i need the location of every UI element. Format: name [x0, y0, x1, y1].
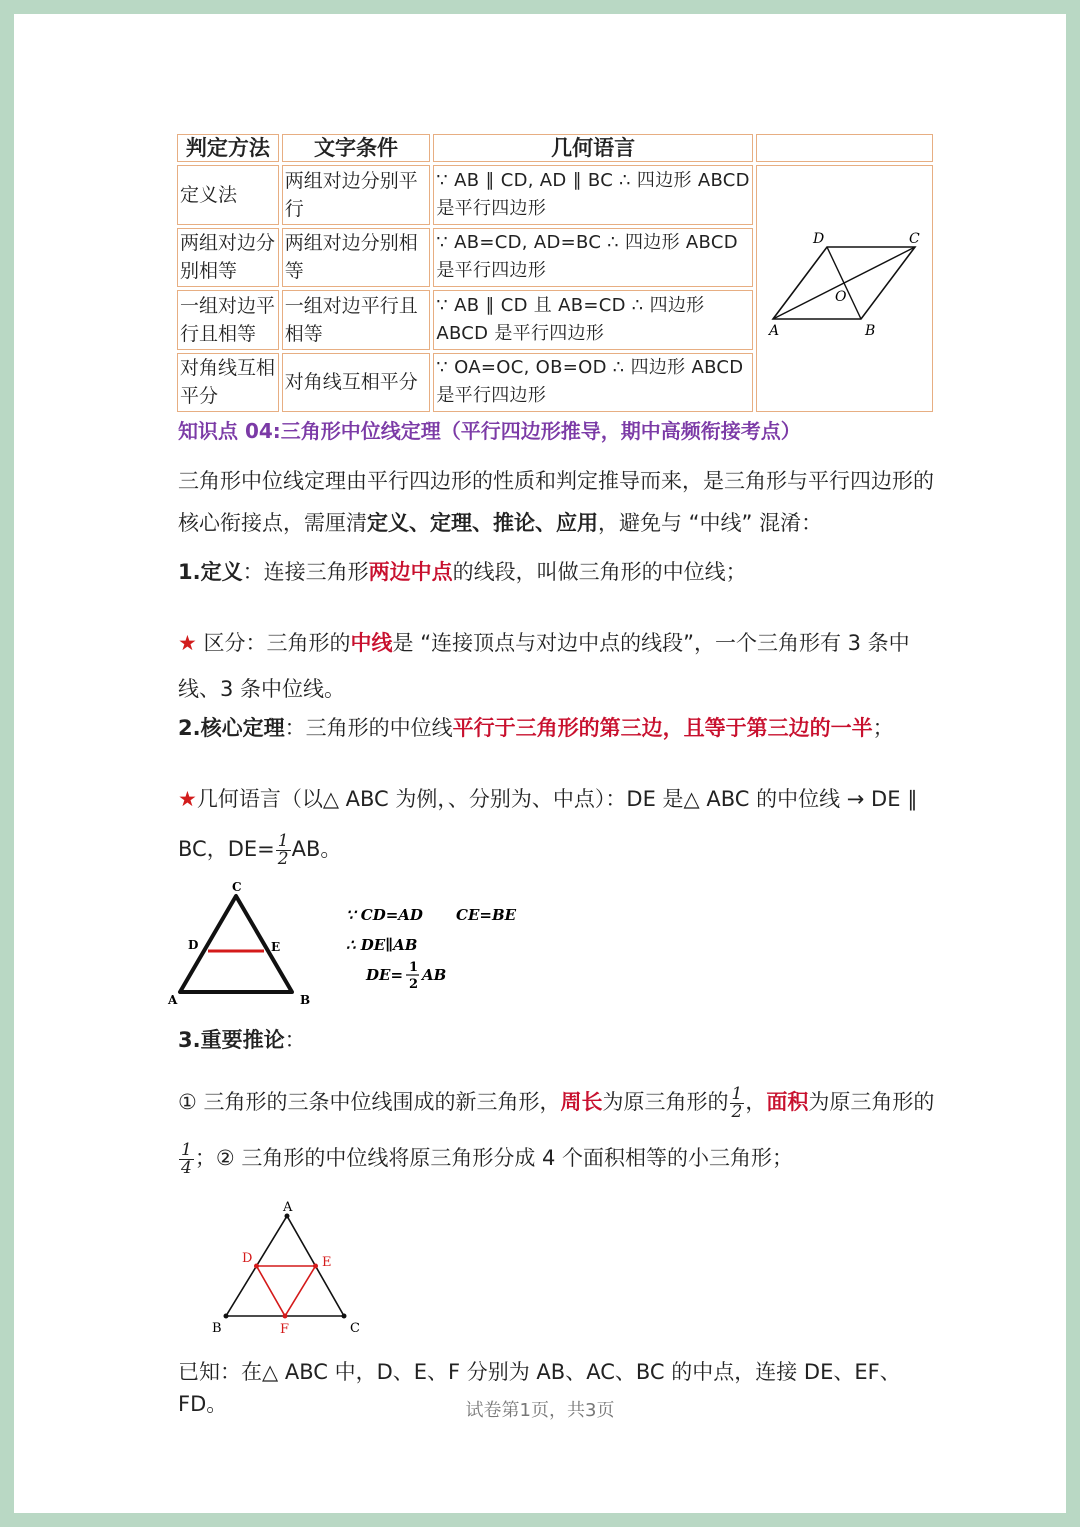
corollary-paragraph	[178, 1074, 938, 1186]
geometric-language-tail: AB。	[291, 837, 342, 861]
distinguish-paragraph	[178, 620, 938, 712]
star-icon: ★	[178, 631, 197, 655]
label-f: F	[280, 1322, 290, 1337]
diagonal-bd	[827, 247, 861, 319]
cell-condition: 两组对边分别相等	[282, 228, 431, 288]
header-condition: 文字条件	[282, 134, 431, 162]
cell-method: 一组对边平行且相等	[177, 290, 279, 350]
cell-condition: 对角线互相平分	[282, 353, 431, 413]
label-d: D	[188, 938, 199, 952]
label-c: C	[350, 1321, 360, 1336]
medial-triangle-figure	[204, 1186, 384, 1336]
distinguish-highlight: 中线	[350, 631, 393, 655]
theorem-label: 2.核心定理	[178, 716, 285, 740]
corollary-pre: ① 三角形的三条中位线围成的新三角形，	[178, 1090, 561, 1114]
label-b: B	[300, 993, 311, 1007]
label-c: C	[908, 230, 920, 247]
definition-post: 的线段，叫做三角形的中位线；	[452, 560, 747, 584]
point-c	[342, 1314, 347, 1319]
corollary-comma: ，	[745, 1090, 767, 1114]
page-footer: 试卷第1页，共3页	[465, 1400, 615, 1421]
distinguish-pre: 区分：三角形的	[196, 631, 351, 655]
area-highlight: 面积	[766, 1090, 809, 1114]
theorem-post: ；	[872, 716, 894, 740]
cell-geometry: ∵ AB=CD, AD=BC ∴ 四边形 ABCD 是平行四边形	[433, 228, 753, 288]
header-method: 判定方法	[177, 134, 279, 162]
corollary-post: ；② 三角形的中位线将原三角形分成 4 个面积相等的小三角形；	[194, 1146, 794, 1170]
geometric-language-paragraph	[178, 774, 938, 874]
label-a: A	[283, 1200, 293, 1215]
star-icon: ★	[178, 787, 197, 811]
perimeter-highlight: 周长	[560, 1090, 603, 1114]
label-d: D	[812, 230, 825, 247]
triangle-def	[257, 1266, 316, 1316]
label-c: C	[232, 880, 242, 894]
intro-bold: 定义、定理、推论、应用	[367, 511, 598, 535]
parallelogram-figure	[759, 173, 929, 397]
parallelogram-figure-cell	[756, 165, 933, 412]
quarter-fraction: $\frac{1}{4}$	[181, 1139, 192, 1178]
midline-triangle-figure	[164, 876, 517, 1007]
label-b: B	[864, 322, 876, 339]
definition-label: 1.定义	[178, 560, 243, 584]
geometric-language-text: 几何语言（以△ ABC 为例，、分别为、中点）：DE 是△ ABC 的中位线 → DE ∥ BC，DE=	[178, 787, 918, 861]
parallelogram-criteria-table	[174, 131, 936, 415]
point-d	[254, 1264, 259, 1269]
document-page	[14, 14, 1066, 1513]
label-e: E	[322, 1255, 332, 1270]
known-line: 已知：在△ ABC 中，D、E、F 分别为 AB、AC、BC 的中点，连接 DE、EF、FD。	[178, 1360, 901, 1416]
label-a: A	[168, 993, 178, 1007]
section-heading: 知识点 04:三角形中位线定理（平行四边形推导，期中高频衔接考点）	[178, 419, 801, 443]
corollary-label: 3.重要推论	[178, 1028, 285, 1052]
header-figure	[756, 134, 933, 162]
cell-method: 对角线互相平分	[177, 353, 279, 413]
point-f	[283, 1314, 288, 1319]
label-b: B	[212, 1321, 222, 1336]
half-fraction: $\frac{1}{2}$	[731, 1083, 743, 1122]
point-e	[313, 1264, 318, 1269]
cell-geometry: ∵ AB ∥ CD 且 AB=CD ∴ 四边形 ABCD 是平行四边形	[433, 290, 753, 350]
intro-text: 三角形中位线定理由平行四边形的性质和判定推导而来，是三角形与平行四边形的核心衔接点，需厘清	[178, 469, 934, 535]
point-b	[224, 1314, 229, 1319]
label-e: E	[271, 940, 281, 954]
proof-fraction-num: 1	[409, 960, 419, 975]
proof-line-1b: CE=BE	[456, 906, 517, 924]
proof-line-3-post: AB	[422, 966, 447, 984]
cell-geometry: ∵ OA=OC, OB=OD ∴ 四边形 ABCD 是平行四边形	[433, 353, 753, 413]
theorem-line	[178, 712, 938, 744]
distinguish-post: 是 “连接顶点与对边中点的线段”，一个三角形有 3 条中线、3 条中位线。	[178, 631, 910, 701]
definition-line	[178, 556, 938, 588]
cell-method: 定义法	[177, 165, 279, 225]
corollary-colon: ：	[284, 1028, 306, 1052]
theorem-highlight: 平行于三角形的第三边，且等于第三边的一半	[452, 716, 873, 740]
corollary-mid2: 为原三角形的	[808, 1090, 935, 1114]
theorem-pre: ：三角形的中位线	[284, 716, 453, 740]
cell-geometry: ∵ AB ∥ CD, AD ∥ BC ∴ 四边形 ABCD 是平行四边形	[433, 165, 753, 225]
proof-line-2: ∴ DE∥AB	[346, 936, 418, 954]
label-a: A	[768, 322, 780, 339]
intro-text-end: ，避免与 “中线” 混淆：	[598, 511, 823, 535]
intro-paragraph	[178, 460, 938, 544]
proof-line-3-pre: DE=	[366, 966, 404, 984]
cell-condition: 两组对边分别平行	[282, 165, 431, 225]
corollary-heading	[178, 1024, 938, 1056]
label-d: D	[242, 1251, 253, 1266]
corollary-mid: 为原三角形的	[602, 1090, 729, 1114]
definition-highlight: 两边中点	[368, 560, 453, 584]
table-row	[177, 165, 933, 225]
cell-condition: 一组对边平行且相等	[282, 290, 431, 350]
proof-line-1: ∵ CD=AD	[346, 906, 423, 924]
proof-fraction-den: 2	[409, 977, 419, 992]
header-geometry: 几何语言	[433, 134, 753, 162]
cell-method: 两组对边分别相等	[177, 228, 279, 288]
definition-pre: ：连接三角形	[242, 560, 369, 584]
label-o: O	[834, 288, 847, 305]
table-header-row	[177, 134, 933, 162]
half-fraction: $\frac{1}{2}$	[277, 830, 289, 869]
